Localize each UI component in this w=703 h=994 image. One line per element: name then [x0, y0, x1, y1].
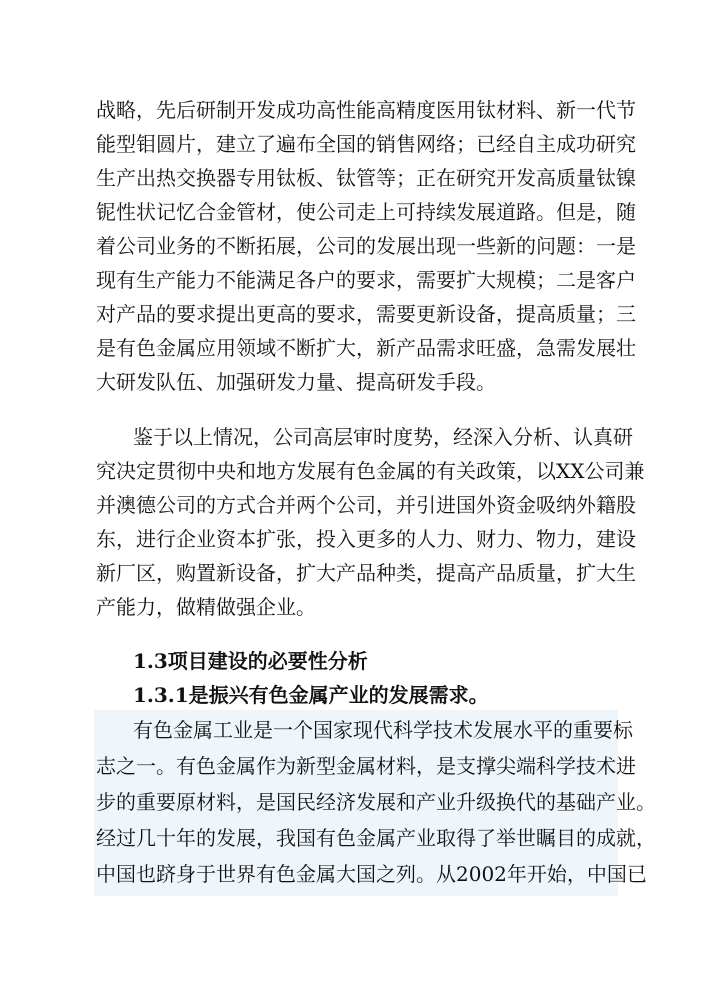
paragraph-1-line-5: 着公司业务的不断拓展，公司的发展出现一些新的问题：一是 — [96, 234, 636, 258]
paragraph-3-line-5: 中国也跻身于世界有色金属大国之列。从2002年开始，中国已 — [96, 862, 647, 886]
paragraph-1-line-8: 是有色金属应用领域不断扩大，新产品需求旺盛，急需发展壮 — [96, 336, 636, 360]
paragraph-1-line-6: 现有生产能力不能满足各户的要求，需要扩大规模；二是客户 — [96, 268, 636, 292]
paragraph-2-line-4: 东，进行企业资本扩张，投入更多的人力、财力、物力，建设 — [96, 527, 636, 551]
paragraph-2-line-6: 产能力，做精做强企业。 — [96, 595, 316, 619]
paragraph-1-line-9: 大研发队伍、加强研发力量、提高研发手段。 — [96, 370, 496, 394]
section-heading: 1.3项目建设的必要性分析 — [133, 649, 368, 673]
paragraph-1-line-7: 对产品的要求提出更高的要求，需要更新设备，提高质量；三 — [96, 302, 636, 326]
paragraph-2-line-1: 鉴于以上情况，公司高层审时度势，经深入分析、认真研 — [133, 425, 633, 449]
paragraph-3-line-1: 有色金属工业是一个国家现代科学技术发展水平的重要标 — [133, 718, 633, 742]
paragraph-1-line-2: 能型钼圆片，建立了遍布全国的销售网络；已经自主成功研究 — [96, 132, 636, 156]
paragraph-3-line-4: 经过几十年的发展，我国有色金属产业取得了举世瞩目的成就， — [96, 826, 656, 850]
paragraph-1-line-4: 铌性状记忆合金管材，使公司走上可持续发展道路。但是，随 — [96, 200, 636, 224]
paragraph-2-line-2: 究决定贯彻中央和地方发展有色金属的有关政策，以XX公司兼 — [96, 459, 645, 483]
section-subheading: 1.3.1是振兴有色金属产业的发展需求。 — [133, 683, 489, 707]
paragraph-1-line-3: 生产出热交换器专用钛板、钛管等；正在研究开发高质量钛镍 — [96, 166, 636, 190]
paragraph-2-line-3: 并澳德公司的方式合并两个公司，并引进国外资金吸纳外籍股 — [96, 493, 636, 517]
paragraph-3-line-3: 步的重要原材料，是国民经济发展和产业升级换代的基础产业。 — [96, 790, 656, 814]
paragraph-1-line-1: 战略，先后研制开发成功高性能高精度医用钛材料、新一代节 — [96, 98, 636, 122]
paragraph-2-line-5: 新厂区，购置新设备，扩大产品种类，提高产品质量，扩大生 — [96, 561, 636, 585]
paragraph-3-line-2: 志之一。有色金属作为新型金属材料，是支撑尖端科学技术进 — [96, 754, 636, 778]
